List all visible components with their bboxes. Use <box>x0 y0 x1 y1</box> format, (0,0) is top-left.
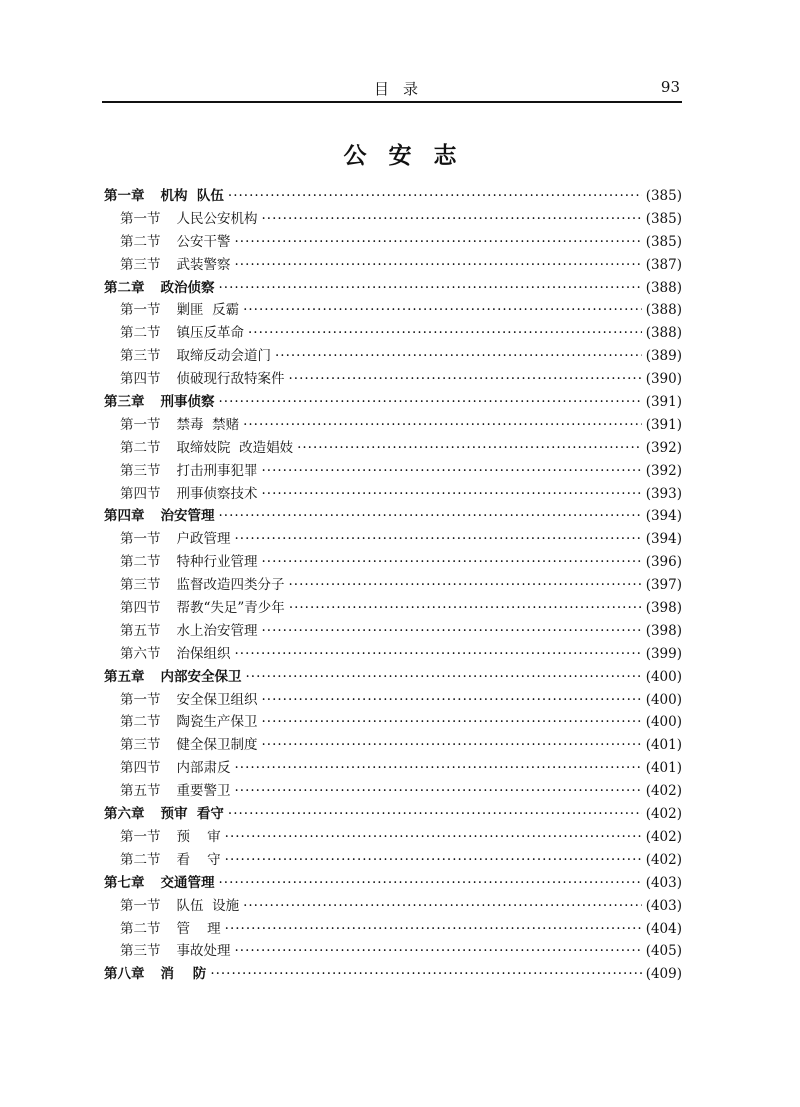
toc-entry-number: 第四节 <box>120 371 161 388</box>
toc-section-entry <box>104 940 682 963</box>
toc-entry-page: (400) <box>645 714 682 731</box>
toc-entry-number: 第二章 <box>104 279 145 296</box>
dot-leader <box>225 849 642 872</box>
toc-entry-page: (388) <box>645 325 682 342</box>
toc-entry-title: 健全保卫制度 <box>176 737 258 754</box>
toc-entry-number: 第三节 <box>120 577 161 594</box>
toc-entry-number: 第二节 <box>120 554 161 571</box>
toc-entry-number: 第四节 <box>120 600 161 617</box>
toc-entry-page: (402) <box>645 806 682 823</box>
toc-entry-number: 第一章 <box>104 188 145 204</box>
toc-entry-title: 治安管理 <box>160 508 215 525</box>
toc-entry-title: 镇压反革命 <box>176 325 244 342</box>
dot-leader <box>225 918 642 941</box>
dot-leader <box>219 391 642 414</box>
toc-entry-title: 治保组织 <box>176 645 231 662</box>
toc-entry-title: 公安干警 <box>176 233 231 250</box>
toc-entry-number: 第二节 <box>120 325 161 342</box>
toc-entry-page: (392) <box>645 439 682 456</box>
toc-entry-number: 第二节 <box>120 851 161 868</box>
toc-entry-number: 第五节 <box>120 622 161 639</box>
dot-leader <box>262 208 642 231</box>
toc-entry-title: 安全保卫组织 <box>176 691 258 708</box>
toc-entry-number: 第四节 <box>120 485 161 502</box>
toc-entry-title: 侦破现行敌特案件 <box>176 371 285 388</box>
toc-entry-number: 第二节 <box>120 920 161 937</box>
toc-entry-title: 内部肃反 <box>176 760 231 777</box>
toc-entry-number: 第一节 <box>120 210 161 227</box>
dot-leader <box>235 528 642 551</box>
dot-leader <box>262 711 642 734</box>
table-of-contents <box>104 185 682 986</box>
toc-entry-number: 第一节 <box>120 897 161 914</box>
dot-leader <box>219 505 642 528</box>
toc-entry-page: (401) <box>645 760 682 777</box>
toc-entry-number: 第三节 <box>120 943 161 960</box>
toc-chapter-entry <box>104 803 682 826</box>
toc-entry-page: (385) <box>645 210 682 227</box>
toc-chapter-entry <box>104 391 682 414</box>
dot-leader <box>262 689 642 712</box>
toc-entry-page: (400) <box>645 668 682 685</box>
dot-leader <box>243 895 642 918</box>
toc-chapter-entry <box>104 666 682 689</box>
toc-entry-title: 禁毒 禁赌 <box>176 416 240 433</box>
toc-entry-number: 第一节 <box>120 828 161 845</box>
toc-entry-number: 第一节 <box>120 416 161 433</box>
toc-entry-page: (402) <box>645 783 682 800</box>
toc-entry-page: (388) <box>645 302 682 319</box>
toc-entry-page: (403) <box>645 897 682 914</box>
dot-leader <box>219 277 642 300</box>
dot-leader <box>248 322 642 345</box>
toc-section-entry <box>104 414 682 437</box>
toc-entry-number: 第三节 <box>120 462 161 479</box>
toc-section-entry <box>104 574 682 597</box>
dot-leader <box>235 757 642 780</box>
toc-entry-title: 监督改造四类分子 <box>176 577 285 594</box>
toc-entry-page: (391) <box>645 394 682 411</box>
dot-leader <box>262 460 642 483</box>
toc-entry-page: (391) <box>645 416 682 433</box>
toc-section-entry <box>104 460 682 483</box>
toc-section-entry <box>104 483 682 506</box>
toc-entry-title: 事故处理 <box>176 943 231 960</box>
toc-entry-page: (392) <box>645 462 682 479</box>
dot-leader <box>262 620 642 643</box>
page-number: 93 <box>660 78 680 96</box>
page-title: 公安志 <box>343 142 479 169</box>
toc-section-entry <box>104 322 682 345</box>
dot-leader <box>228 803 642 826</box>
toc-entry-title: 刑事侦察技术 <box>176 485 258 502</box>
dot-leader <box>235 643 642 666</box>
toc-entry-title: 内部安全保卫 <box>160 668 242 685</box>
toc-section-entry <box>104 299 682 322</box>
dot-leader <box>289 368 642 391</box>
dot-leader <box>289 597 642 620</box>
toc-entry-title: 预审 看守 <box>160 806 224 823</box>
toc-entry-title: 武装警察 <box>176 256 231 273</box>
toc-entry-title: 人民公安机构 <box>176 210 258 227</box>
toc-entry-page: (394) <box>645 508 682 525</box>
toc-chapter-entry <box>104 185 682 208</box>
dot-leader <box>219 872 642 895</box>
dot-leader <box>289 574 642 597</box>
toc-entry-title: 陶瓷生产保卫 <box>176 714 258 731</box>
toc-entry-page: (388) <box>645 279 682 296</box>
dot-leader <box>235 231 642 254</box>
toc-entry-number: 第二节 <box>120 233 161 250</box>
toc-entry-number: 第三节 <box>120 348 161 365</box>
toc-entry-page: (403) <box>645 874 682 891</box>
toc-entry-title: 管 理 <box>176 920 221 937</box>
toc-section-entry <box>104 757 682 780</box>
toc-entry-page: (402) <box>645 851 682 868</box>
toc-section-entry <box>104 437 682 460</box>
toc-entry-number: 第一节 <box>120 531 161 548</box>
toc-entry-title: 预 审 <box>176 828 221 845</box>
toc-entry-number: 第一节 <box>120 691 161 708</box>
dot-leader <box>243 299 642 322</box>
dot-leader <box>262 734 642 757</box>
toc-entry-title: 机构 队伍 <box>160 188 224 204</box>
toc-entry-title: 取缔反动会道门 <box>176 348 271 365</box>
dot-leader <box>262 551 642 574</box>
toc-section-entry <box>104 551 682 574</box>
header-rule <box>102 101 682 103</box>
toc-entry-page: (394) <box>645 531 682 548</box>
toc-entry-page: (385) <box>645 233 682 250</box>
toc-entry-title: 帮教“失足”青少年 <box>176 600 285 617</box>
toc-entry-page: (397) <box>645 577 682 594</box>
toc-entry-number: 第四章 <box>104 508 145 525</box>
toc-entry-title: 看 守 <box>176 851 221 868</box>
toc-entry-page: (398) <box>645 600 682 617</box>
toc-entry-page: (400) <box>645 691 682 708</box>
toc-entry-number: 第二节 <box>120 714 161 731</box>
toc-entry-number: 第三节 <box>120 737 161 754</box>
toc-entry-page: (402) <box>645 828 682 845</box>
toc-entry-title: 政治侦察 <box>160 279 215 296</box>
toc-chapter-entry <box>104 963 682 986</box>
toc-entry-number: 第一节 <box>120 302 161 319</box>
toc-section-entry <box>104 711 682 734</box>
toc-entry-page: (409) <box>645 966 682 983</box>
toc-entry-page: (399) <box>645 645 682 662</box>
toc-chapter-entry <box>104 277 682 300</box>
toc-entry-number: 第六章 <box>104 806 145 823</box>
dot-leader <box>275 345 642 368</box>
toc-entry-number: 第三节 <box>120 256 161 273</box>
toc-section-entry <box>104 849 682 872</box>
dot-leader <box>210 963 641 986</box>
toc-entry-page: (385) <box>645 188 682 204</box>
dot-leader <box>235 940 642 963</box>
toc-entry-page: (387) <box>645 256 682 273</box>
toc-section-entry <box>104 597 682 620</box>
header-title: 目录 <box>374 80 433 98</box>
toc-entry-page: (405) <box>645 943 682 960</box>
dot-leader <box>297 437 642 460</box>
toc-section-entry <box>104 734 682 757</box>
toc-section-entry <box>104 620 682 643</box>
toc-entry-page: (390) <box>645 371 682 388</box>
toc-entry-number: 第二节 <box>120 439 161 456</box>
toc-section-entry <box>104 895 682 918</box>
toc-entry-page: (396) <box>645 554 682 571</box>
toc-entry-page: (393) <box>645 485 682 502</box>
dot-leader <box>246 666 642 689</box>
toc-section-entry <box>104 826 682 849</box>
toc-section-entry <box>104 368 682 391</box>
dot-leader <box>235 780 642 803</box>
toc-entry-number: 第八章 <box>104 966 145 983</box>
toc-entry-title: 消 防 <box>160 966 207 983</box>
toc-entry-number: 第五章 <box>104 668 145 685</box>
dot-leader <box>262 483 642 506</box>
dot-leader <box>225 826 642 849</box>
toc-entry-title: 户政管理 <box>176 531 231 548</box>
toc-entry-title: 刑事侦察 <box>160 394 215 411</box>
toc-entry-title: 取缔妓院 改造娼妓 <box>176 439 294 456</box>
toc-entry-title: 队伍 设施 <box>176 897 240 914</box>
dot-leader <box>235 254 642 277</box>
toc-section-entry <box>104 231 682 254</box>
toc-section-entry <box>104 780 682 803</box>
toc-section-entry <box>104 345 682 368</box>
toc-entry-number: 第四节 <box>120 760 161 777</box>
toc-section-entry <box>104 528 682 551</box>
toc-section-entry <box>104 689 682 712</box>
toc-entry-number: 第三章 <box>104 394 145 411</box>
dot-leader <box>243 414 642 437</box>
toc-entry-number: 第五节 <box>120 783 161 800</box>
toc-entry-page: (389) <box>645 348 682 365</box>
toc-chapter-entry <box>104 872 682 895</box>
toc-section-entry <box>104 643 682 666</box>
toc-entry-title: 交通管理 <box>160 874 215 891</box>
toc-entry-number: 第六节 <box>120 645 161 662</box>
running-header <box>102 78 682 100</box>
toc-entry-page: (398) <box>645 622 682 639</box>
dot-leader <box>228 185 642 208</box>
toc-section-entry <box>104 254 682 277</box>
toc-section-entry <box>104 918 682 941</box>
toc-entry-page: (401) <box>645 737 682 754</box>
toc-entry-page: (404) <box>645 920 682 937</box>
toc-chapter-entry <box>104 505 682 528</box>
toc-entry-title: 特种行业管理 <box>176 554 258 571</box>
toc-entry-title: 水上治安管理 <box>176 622 258 639</box>
toc-entry-title: 重要警卫 <box>176 783 231 800</box>
toc-entry-title: 剿匪 反霸 <box>176 302 240 319</box>
toc-entry-title: 打击刑事犯罪 <box>176 462 258 479</box>
toc-entry-number: 第七章 <box>104 874 145 891</box>
toc-section-entry <box>104 208 682 231</box>
